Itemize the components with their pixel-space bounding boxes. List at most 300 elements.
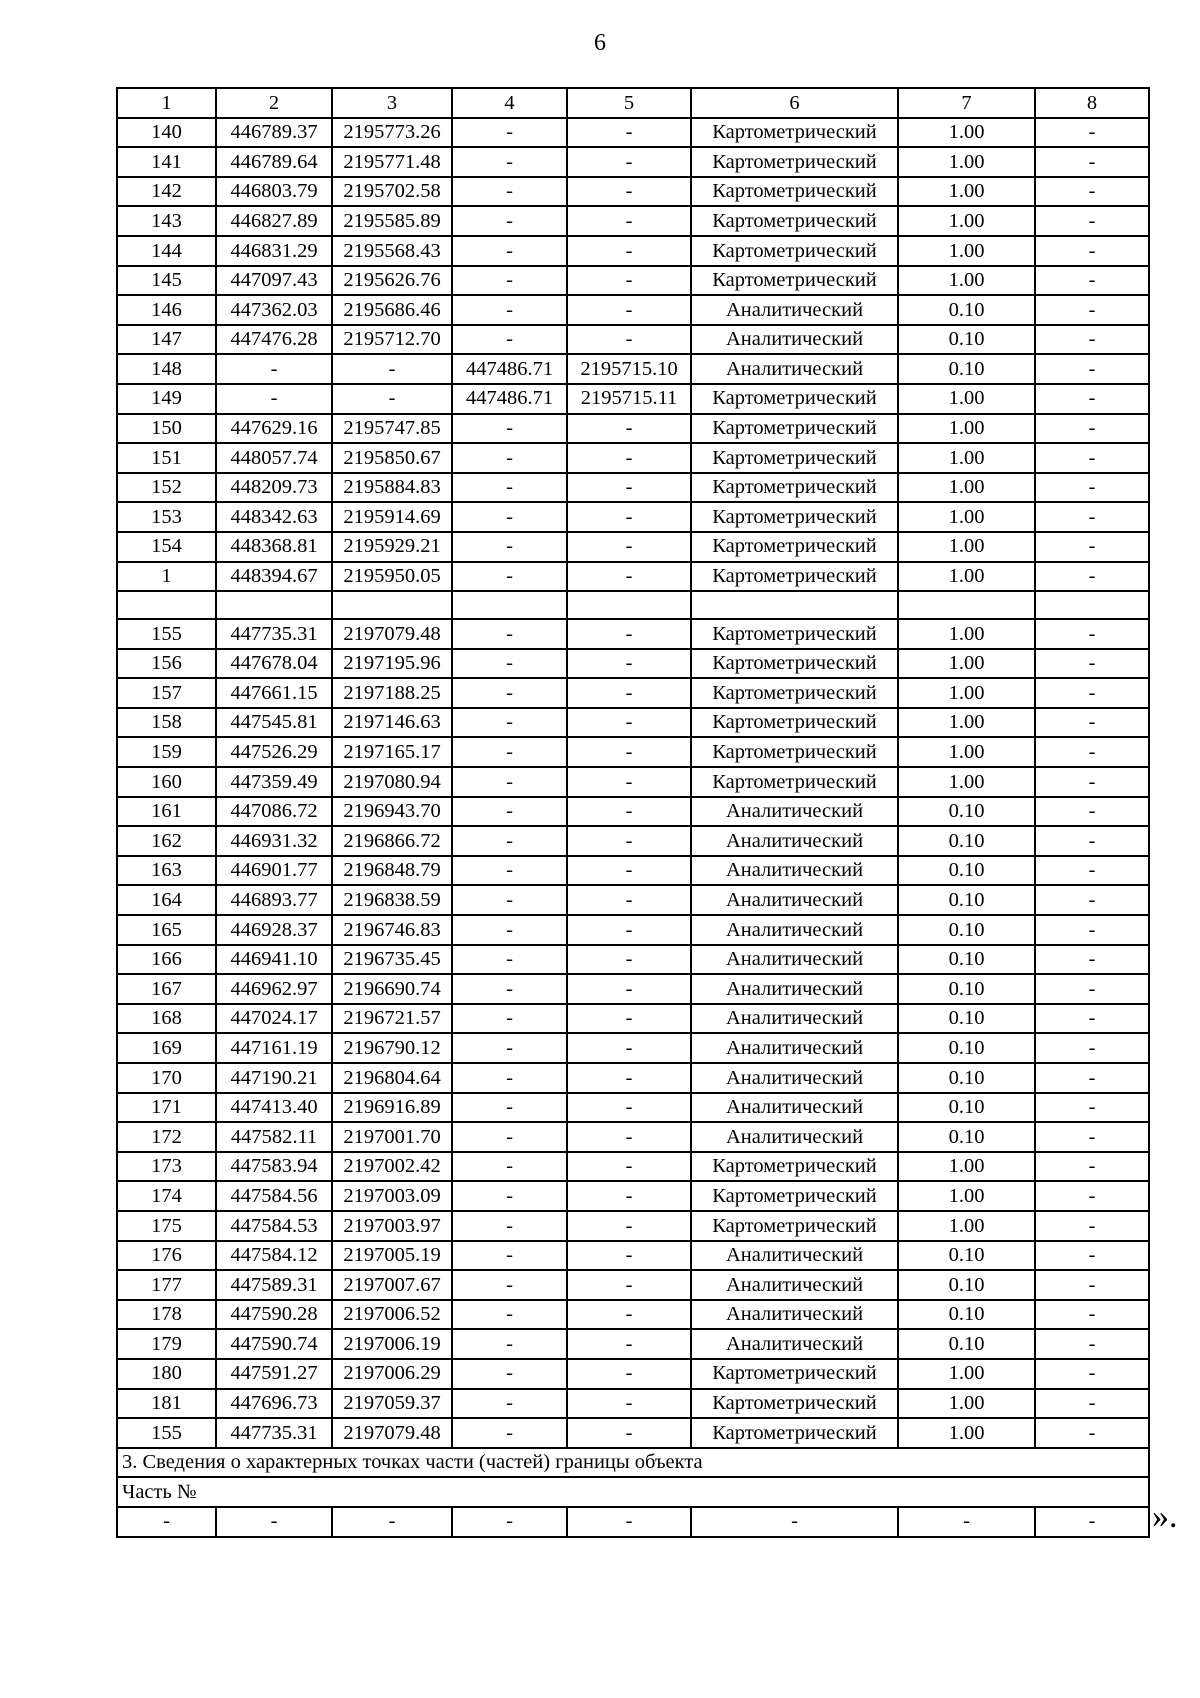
x-coordinate-cell: 447413.40 xyxy=(216,1093,332,1123)
x-new-cell: - xyxy=(452,1418,567,1448)
method-cell: Аналитический xyxy=(691,1004,898,1034)
accuracy-cell: 7 xyxy=(898,88,1035,118)
accuracy-cell: 0.10 xyxy=(898,1122,1035,1152)
description-cell: - xyxy=(1035,414,1149,444)
y-new-cell: - xyxy=(567,619,691,649)
table-row xyxy=(117,354,1149,384)
y-new-cell: 2195715.11 xyxy=(567,384,691,414)
table-row xyxy=(117,649,1149,679)
point-number-cell: 159 xyxy=(117,737,216,767)
description-cell: - xyxy=(1035,147,1149,177)
accuracy-cell: 1.00 xyxy=(898,118,1035,148)
accuracy-cell: 1.00 xyxy=(898,266,1035,296)
y-new-cell: - xyxy=(567,295,691,325)
point-number-cell: 157 xyxy=(117,678,216,708)
y-new-cell: - xyxy=(567,678,691,708)
x-coordinate-cell: - xyxy=(216,1507,332,1537)
y-coordinate-cell: 3 xyxy=(332,88,452,118)
point-number-cell: 146 xyxy=(117,295,216,325)
point-number-cell: 168 xyxy=(117,1004,216,1034)
y-new-cell: - xyxy=(567,562,691,592)
accuracy-cell: 0.10 xyxy=(898,915,1035,945)
y-coordinate-cell: 2195929.21 xyxy=(332,532,452,562)
accuracy-cell: 0.10 xyxy=(898,974,1035,1004)
x-new-cell: - xyxy=(452,1270,567,1300)
y-coordinate-cell: 2197002.42 xyxy=(332,1152,452,1182)
point-number-cell: 179 xyxy=(117,1329,216,1359)
part-number-row xyxy=(117,1477,1149,1507)
method-cell: Аналитический xyxy=(691,1063,898,1093)
description-cell: - xyxy=(1035,1122,1149,1152)
y-coordinate-cell: 2197006.52 xyxy=(332,1300,452,1330)
table-row xyxy=(117,1004,1149,1034)
point-number-cell: 140 xyxy=(117,118,216,148)
y-new-cell: - xyxy=(567,266,691,296)
method-cell: Картометрический xyxy=(691,767,898,797)
description-cell: - xyxy=(1035,915,1149,945)
x-new-cell: 447486.71 xyxy=(452,384,567,414)
method-cell: Аналитический xyxy=(691,797,898,827)
x-new-cell: - xyxy=(452,532,567,562)
x-coordinate-cell: 447696.73 xyxy=(216,1389,332,1419)
y-new-cell: - xyxy=(567,797,691,827)
y-new-cell: - xyxy=(567,1418,691,1448)
point-number-cell: 169 xyxy=(117,1033,216,1063)
description-cell: - xyxy=(1035,826,1149,856)
x-coordinate-cell: 447591.27 xyxy=(216,1359,332,1389)
y-coordinate-cell: 2197165.17 xyxy=(332,737,452,767)
point-number-cell: 175 xyxy=(117,1211,216,1241)
description-cell xyxy=(1035,591,1149,619)
point-number-cell: 151 xyxy=(117,443,216,473)
table-row xyxy=(117,1063,1149,1093)
method-cell: Картометрический xyxy=(691,384,898,414)
method-cell: Аналитический xyxy=(691,856,898,886)
x-coordinate-cell: 446962.97 xyxy=(216,974,332,1004)
x-new-cell: - xyxy=(452,1004,567,1034)
description-cell: - xyxy=(1035,295,1149,325)
x-new-cell: - xyxy=(452,797,567,827)
y-new-cell: - xyxy=(567,945,691,975)
point-number-cell: 145 xyxy=(117,266,216,296)
accuracy-cell: 1.00 xyxy=(898,649,1035,679)
y-new-cell: - xyxy=(567,1270,691,1300)
x-new-cell: - xyxy=(452,1152,567,1182)
y-coordinate-cell: 2197079.48 xyxy=(332,1418,452,1448)
y-coordinate-cell: 2195773.26 xyxy=(332,118,452,148)
description-cell: - xyxy=(1035,1211,1149,1241)
y-coordinate-cell: - xyxy=(332,384,452,414)
y-new-cell: - xyxy=(567,1152,691,1182)
table-row xyxy=(117,532,1149,562)
x-coordinate-cell: - xyxy=(216,384,332,414)
point-number-cell: 156 xyxy=(117,649,216,679)
table-row xyxy=(117,1270,1149,1300)
x-coordinate-cell: 446827.89 xyxy=(216,206,332,236)
table-row xyxy=(117,797,1149,827)
accuracy-cell: 1.00 xyxy=(898,1181,1035,1211)
y-coordinate-cell: 2196866.72 xyxy=(332,826,452,856)
table-row xyxy=(117,1329,1149,1359)
y-coordinate-cell: 2196943.70 xyxy=(332,797,452,827)
y-new-cell: - xyxy=(567,443,691,473)
description-cell: - xyxy=(1035,236,1149,266)
method-cell: Картометрический xyxy=(691,177,898,207)
page-number: 6 xyxy=(594,30,606,56)
accuracy-cell: 1.00 xyxy=(898,473,1035,503)
x-coordinate-cell: 447590.28 xyxy=(216,1300,332,1330)
y-coordinate-cell: 2197006.19 xyxy=(332,1329,452,1359)
description-cell: - xyxy=(1035,856,1149,886)
y-new-cell: - xyxy=(567,414,691,444)
y-coordinate-cell: 2197007.67 xyxy=(332,1270,452,1300)
method-cell: Аналитический xyxy=(691,915,898,945)
x-coordinate-cell: 447097.43 xyxy=(216,266,332,296)
x-new-cell: - xyxy=(452,473,567,503)
y-new-cell: - xyxy=(567,147,691,177)
table-row xyxy=(117,443,1149,473)
description-cell: - xyxy=(1035,473,1149,503)
description-cell: - xyxy=(1035,1329,1149,1359)
accuracy-cell: 1.00 xyxy=(898,236,1035,266)
x-coordinate-cell: 447362.03 xyxy=(216,295,332,325)
point-number-cell: 162 xyxy=(117,826,216,856)
y-coordinate-cell: 2195702.58 xyxy=(332,177,452,207)
method-cell: Аналитический xyxy=(691,885,898,915)
point-number-cell: 160 xyxy=(117,767,216,797)
point-number-cell: 153 xyxy=(117,502,216,532)
y-coordinate-cell: 2197006.29 xyxy=(332,1359,452,1389)
table-row xyxy=(117,1181,1149,1211)
method-cell: Аналитический xyxy=(691,325,898,355)
point-number-cell: 143 xyxy=(117,206,216,236)
coordinates-table xyxy=(116,87,1150,1538)
accuracy-cell: 0.10 xyxy=(898,1241,1035,1271)
y-new-cell: - xyxy=(567,915,691,945)
point-number-cell: 147 xyxy=(117,325,216,355)
x-new-cell: - xyxy=(452,502,567,532)
x-coordinate-cell: 447190.21 xyxy=(216,1063,332,1093)
accuracy-cell: 0.10 xyxy=(898,826,1035,856)
y-coordinate-cell: 2195771.48 xyxy=(332,147,452,177)
method-cell: Картометрический xyxy=(691,678,898,708)
x-new-cell: - xyxy=(452,1300,567,1330)
method-cell: Аналитический xyxy=(691,1241,898,1271)
accuracy-cell: 1.00 xyxy=(898,619,1035,649)
method-cell: Картометрический xyxy=(691,206,898,236)
accuracy-cell: 1.00 xyxy=(898,1389,1035,1419)
accuracy-cell: 1.00 xyxy=(898,562,1035,592)
method-cell: Картометрический xyxy=(691,562,898,592)
y-coordinate-cell: 2196690.74 xyxy=(332,974,452,1004)
accuracy-cell: 1.00 xyxy=(898,678,1035,708)
method-cell: Аналитический xyxy=(691,974,898,1004)
accuracy-cell xyxy=(898,591,1035,619)
y-new-cell: - xyxy=(567,177,691,207)
point-number-cell: 173 xyxy=(117,1152,216,1182)
description-cell: - xyxy=(1035,945,1149,975)
x-new-cell: - xyxy=(452,945,567,975)
x-coordinate-cell: 446941.10 xyxy=(216,945,332,975)
accuracy-cell: 1.00 xyxy=(898,414,1035,444)
y-coordinate-cell: 2195585.89 xyxy=(332,206,452,236)
point-number-cell: 141 xyxy=(117,147,216,177)
table-row xyxy=(117,1241,1149,1271)
x-coordinate-cell: 447476.28 xyxy=(216,325,332,355)
x-coordinate-cell: 446901.77 xyxy=(216,856,332,886)
method-cell: Картометрический xyxy=(691,1152,898,1182)
table-row xyxy=(117,1300,1149,1330)
y-new-cell: - xyxy=(567,708,691,738)
x-coordinate-cell: - xyxy=(216,354,332,384)
y-coordinate-cell: 2196746.83 xyxy=(332,915,452,945)
y-new-cell: - xyxy=(567,1211,691,1241)
y-coordinate-cell: 2197059.37 xyxy=(332,1389,452,1419)
table-row xyxy=(117,473,1149,503)
accuracy-cell: 0.10 xyxy=(898,325,1035,355)
section-title-row-cell: 3. Сведения о характерных точках части (частей) границы объекта xyxy=(117,1448,1149,1478)
point-number-cell: 152 xyxy=(117,473,216,503)
x-coordinate-cell: 446928.37 xyxy=(216,915,332,945)
x-new-cell: 4 xyxy=(452,88,567,118)
method-cell: Картометрический xyxy=(691,502,898,532)
method-cell: - xyxy=(691,1507,898,1537)
method-cell: Картометрический xyxy=(691,414,898,444)
x-coordinate-cell: 446893.77 xyxy=(216,885,332,915)
point-number-cell: 149 xyxy=(117,384,216,414)
table-header-row xyxy=(117,88,1149,118)
x-coordinate-cell: 447629.16 xyxy=(216,414,332,444)
accuracy-cell: 0.10 xyxy=(898,1300,1035,1330)
method-cell: Картометрический xyxy=(691,236,898,266)
point-number-cell: 167 xyxy=(117,974,216,1004)
x-coordinate-cell: 447584.56 xyxy=(216,1181,332,1211)
x-new-cell: - xyxy=(452,266,567,296)
y-coordinate-cell: 2197005.19 xyxy=(332,1241,452,1271)
description-cell: - xyxy=(1035,354,1149,384)
method-cell: Картометрический xyxy=(691,1359,898,1389)
description-cell: - xyxy=(1035,1418,1149,1448)
description-cell: - xyxy=(1035,1507,1149,1537)
accuracy-cell: 1.00 xyxy=(898,532,1035,562)
table-row xyxy=(117,1418,1149,1448)
point-number-cell: 164 xyxy=(117,885,216,915)
y-coordinate-cell: 2197001.70 xyxy=(332,1122,452,1152)
y-new-cell: - xyxy=(567,1241,691,1271)
y-new-cell: - xyxy=(567,473,691,503)
y-coordinate-cell: 2197003.97 xyxy=(332,1211,452,1241)
x-new-cell: 447486.71 xyxy=(452,354,567,384)
method-cell: Картометрический xyxy=(691,118,898,148)
method-cell: Аналитический xyxy=(691,1122,898,1152)
x-new-cell: - xyxy=(452,562,567,592)
y-new-cell: - xyxy=(567,1004,691,1034)
accuracy-cell: - xyxy=(898,1507,1035,1537)
description-cell: - xyxy=(1035,325,1149,355)
method-cell: Аналитический xyxy=(691,1270,898,1300)
method-cell: Картометрический xyxy=(691,473,898,503)
x-new-cell: - xyxy=(452,147,567,177)
description-cell: - xyxy=(1035,885,1149,915)
description-cell: - xyxy=(1035,1152,1149,1182)
y-new-cell: - xyxy=(567,767,691,797)
table-row xyxy=(117,266,1149,296)
point-number-cell: 170 xyxy=(117,1063,216,1093)
x-coordinate-cell: 446789.64 xyxy=(216,147,332,177)
x-coordinate-cell: 447584.12 xyxy=(216,1241,332,1271)
point-number-cell: 177 xyxy=(117,1270,216,1300)
y-new-cell: 2195715.10 xyxy=(567,354,691,384)
x-coordinate-cell xyxy=(216,591,332,619)
y-coordinate-cell: 2195747.85 xyxy=(332,414,452,444)
x-new-cell: - xyxy=(452,236,567,266)
x-new-cell: - xyxy=(452,1033,567,1063)
x-coordinate-cell: 447735.31 xyxy=(216,619,332,649)
x-coordinate-cell: 448368.81 xyxy=(216,532,332,562)
y-coordinate-cell: 2196721.57 xyxy=(332,1004,452,1034)
description-cell: - xyxy=(1035,1004,1149,1034)
description-cell: - xyxy=(1035,1181,1149,1211)
x-new-cell: - xyxy=(452,678,567,708)
table-row xyxy=(117,1093,1149,1123)
x-coordinate-cell: 448057.74 xyxy=(216,443,332,473)
x-new-cell: - xyxy=(452,885,567,915)
method-cell: Картометрический xyxy=(691,1211,898,1241)
y-coordinate-cell: 2195884.83 xyxy=(332,473,452,503)
y-new-cell: - xyxy=(567,1300,691,1330)
accuracy-cell: 0.10 xyxy=(898,1270,1035,1300)
x-coordinate-cell: 447584.53 xyxy=(216,1211,332,1241)
x-coordinate-cell: 447678.04 xyxy=(216,649,332,679)
description-cell: - xyxy=(1035,443,1149,473)
x-coordinate-cell: 447583.94 xyxy=(216,1152,332,1182)
description-cell: - xyxy=(1035,767,1149,797)
description-cell: - xyxy=(1035,1300,1149,1330)
x-coordinate-cell: 447359.49 xyxy=(216,767,332,797)
y-coordinate-cell: 2196804.64 xyxy=(332,1063,452,1093)
table-row xyxy=(117,295,1149,325)
point-number-cell: 163 xyxy=(117,856,216,886)
y-new-cell: - xyxy=(567,236,691,266)
x-new-cell: - xyxy=(452,1389,567,1419)
accuracy-cell: 1.00 xyxy=(898,384,1035,414)
y-new-cell: - xyxy=(567,532,691,562)
description-cell: - xyxy=(1035,797,1149,827)
y-new-cell: - xyxy=(567,1359,691,1389)
description-cell: - xyxy=(1035,384,1149,414)
table-row xyxy=(117,502,1149,532)
point-number-cell: 1 xyxy=(117,88,216,118)
x-new-cell: - xyxy=(452,737,567,767)
x-coordinate-cell: 448209.73 xyxy=(216,473,332,503)
point-number-cell: 142 xyxy=(117,177,216,207)
accuracy-cell: 1.00 xyxy=(898,1152,1035,1182)
table-row xyxy=(117,1152,1149,1182)
description-cell: - xyxy=(1035,118,1149,148)
y-coordinate-cell: 2196790.12 xyxy=(332,1033,452,1063)
description-cell: - xyxy=(1035,1063,1149,1093)
y-coordinate-cell: 2197079.48 xyxy=(332,619,452,649)
table-row xyxy=(117,325,1149,355)
table-row xyxy=(117,767,1149,797)
accuracy-cell: 1.00 xyxy=(898,1418,1035,1448)
empty-separator-row xyxy=(117,591,1149,619)
x-new-cell: - xyxy=(452,1211,567,1241)
point-number-cell: 180 xyxy=(117,1359,216,1389)
y-coordinate-cell: 2196735.45 xyxy=(332,945,452,975)
accuracy-cell: 1.00 xyxy=(898,206,1035,236)
accuracy-cell: 0.10 xyxy=(898,797,1035,827)
table-row xyxy=(117,945,1149,975)
method-cell: Картометрический xyxy=(691,266,898,296)
y-coordinate-cell: 2195914.69 xyxy=(332,502,452,532)
y-new-cell: - xyxy=(567,1389,691,1419)
y-new-cell: - xyxy=(567,826,691,856)
y-new-cell: - xyxy=(567,118,691,148)
method-cell: Картометрический xyxy=(691,708,898,738)
y-new-cell: - xyxy=(567,1063,691,1093)
accuracy-cell: 0.10 xyxy=(898,856,1035,886)
description-cell: - xyxy=(1035,1093,1149,1123)
point-number-cell: 1 xyxy=(117,562,216,592)
x-new-cell: - xyxy=(452,1329,567,1359)
point-number-cell xyxy=(117,591,216,619)
y-coordinate-cell: - xyxy=(332,354,452,384)
x-new-cell: - xyxy=(452,619,567,649)
y-new-cell: - xyxy=(567,1122,691,1152)
y-new-cell: - xyxy=(567,206,691,236)
description-cell: - xyxy=(1035,1033,1149,1063)
y-new-cell: - xyxy=(567,885,691,915)
x-coordinate-cell: 446931.32 xyxy=(216,826,332,856)
x-new-cell: - xyxy=(452,295,567,325)
y-new-cell: - xyxy=(567,1507,691,1537)
section-title-row xyxy=(117,1448,1149,1478)
method-cell: 6 xyxy=(691,88,898,118)
description-cell: - xyxy=(1035,206,1149,236)
x-coordinate-cell: 447526.29 xyxy=(216,737,332,767)
y-coordinate-cell: - xyxy=(332,1507,452,1537)
point-number-cell: 171 xyxy=(117,1093,216,1123)
x-new-cell: - xyxy=(452,1122,567,1152)
y-coordinate-cell xyxy=(332,591,452,619)
description-cell: - xyxy=(1035,266,1149,296)
description-cell: - xyxy=(1035,974,1149,1004)
point-number-cell: 181 xyxy=(117,1389,216,1419)
y-new-cell: - xyxy=(567,502,691,532)
point-number-cell: 155 xyxy=(117,619,216,649)
x-new-cell: - xyxy=(452,708,567,738)
y-coordinate-cell: 2195950.05 xyxy=(332,562,452,592)
y-coordinate-cell: 2195850.67 xyxy=(332,443,452,473)
y-coordinate-cell: 2196838.59 xyxy=(332,885,452,915)
x-coordinate-cell: 447161.19 xyxy=(216,1033,332,1063)
y-coordinate-cell: 2197188.25 xyxy=(332,678,452,708)
description-cell: 8 xyxy=(1035,88,1149,118)
table-row xyxy=(117,1033,1149,1063)
table-row xyxy=(117,236,1149,266)
y-new-cell: - xyxy=(567,737,691,767)
y-new-cell: - xyxy=(567,1329,691,1359)
description-cell: - xyxy=(1035,1270,1149,1300)
point-number-cell: 172 xyxy=(117,1122,216,1152)
x-coordinate-cell: 2 xyxy=(216,88,332,118)
table-row xyxy=(117,414,1149,444)
method-cell: Картометрический xyxy=(691,1181,898,1211)
accuracy-cell: 1.00 xyxy=(898,737,1035,767)
y-coordinate-cell: 2195568.43 xyxy=(332,236,452,266)
y-new-cell: - xyxy=(567,325,691,355)
